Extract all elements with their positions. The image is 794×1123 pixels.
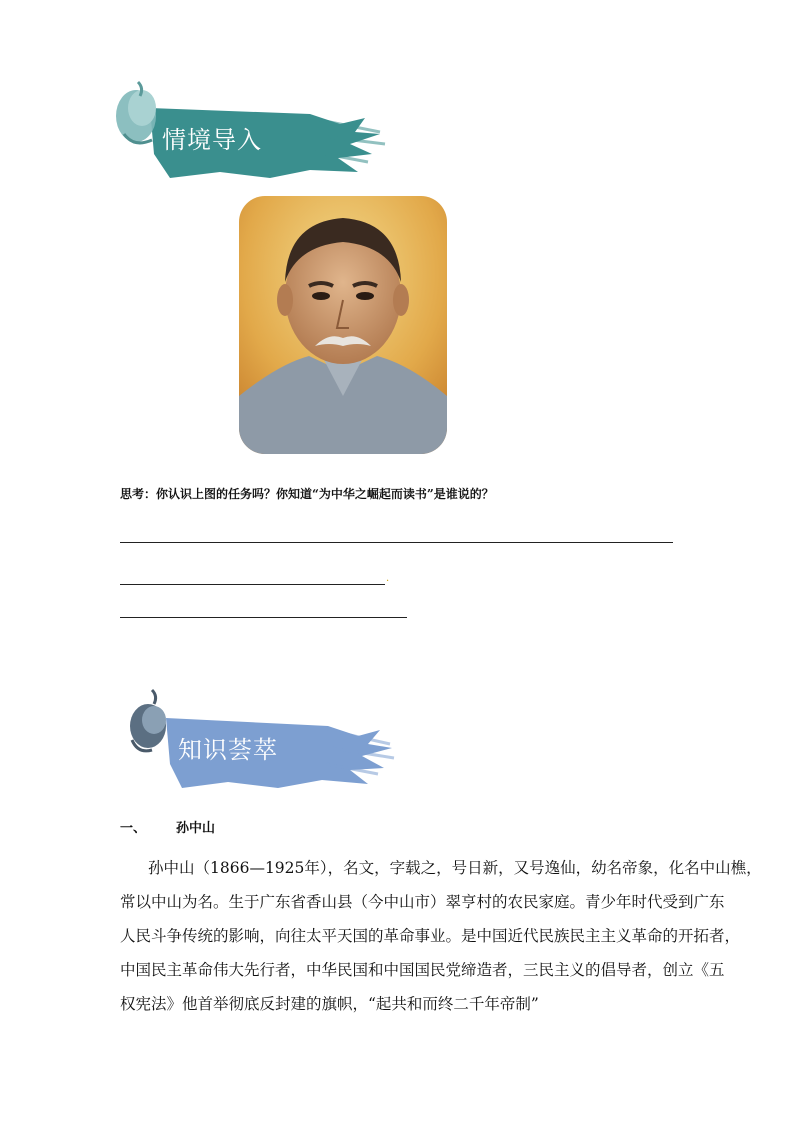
paragraph-line: 常以中山为名。生于广东省香山县（今中山市）翠亨村的农民家庭。青少年时代受到广东 xyxy=(120,893,725,911)
paragraph-line: 权宪法》他首举彻底反封建的旗帜，“起共和而终二千年帝制” xyxy=(120,995,539,1013)
paragraph-line: 中国民主革命伟大先行者，中华民国和中国国民党缔造者，三民主义的倡导者，创立《五 xyxy=(120,961,725,979)
section-number: 一、 xyxy=(120,821,147,836)
section-title: 孙中山 xyxy=(176,821,216,836)
answer-line-2[interactable] xyxy=(120,584,385,585)
sun-yat-sen-paragraph xyxy=(120,851,762,1021)
ribbon-flower-icon xyxy=(130,690,166,751)
answer-line-1[interactable] xyxy=(120,542,673,543)
intro-section-title: 情境导入 xyxy=(162,126,262,154)
knowledge-section-title: 知识荟萃 xyxy=(178,736,278,764)
intro-section-banner xyxy=(110,74,390,184)
answer-line-3[interactable] xyxy=(120,617,407,618)
ribbon-flower-icon xyxy=(116,82,156,143)
thinking-question: 思考：你认识上图的任务吗？你知道“为中华之崛起而读书”是谁说的？ xyxy=(120,487,494,501)
line-end-dot: . xyxy=(386,573,390,584)
sun-yat-sen-portrait xyxy=(239,196,447,454)
paragraph-line: 孙中山（1866—1925年），名文，字载之，号日新，又号逸仙，幼名帝象，化名中山樵， xyxy=(148,859,762,877)
knowledge-section-banner xyxy=(118,684,398,794)
paragraph-line: 人民斗争传统的影响，向往太平天国的革命事业。是中国近代民族民主主义革命的开拓者， xyxy=(120,927,741,945)
